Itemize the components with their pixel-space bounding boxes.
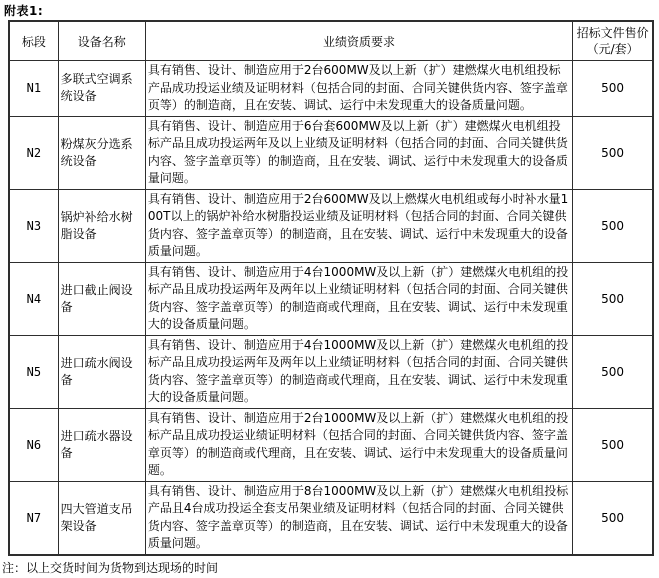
table-row [9,262,653,335]
tender-table [8,20,654,556]
equipment-cell: 锅炉补给水树脂设备 [58,189,145,262]
table-row [9,116,653,189]
price-cell: 500 [573,481,653,555]
equipment-cell: 进口截止阀设备 [58,262,145,335]
footer-note: 注：以上交货时间为货物到达现场的时间 [2,560,219,575]
requirements-cell: 具有销售、设计、制造应用于4台1000MW及以上新（扩）建燃煤火电机组的投标产品且成功投运两年及两年以上业绩证明材料（包括合同的封面、合同关键供货内容、签字盖章页等）的制造商或代理商，且在安装、调试、运行中未发现重大的设备质量问题。 [145,335,572,408]
section-cell: N3 [9,189,58,262]
section-cell: N6 [9,408,58,481]
section-cell: N1 [9,61,58,117]
price-cell: 500 [573,116,653,189]
price-cell: 500 [573,61,653,117]
requirements-cell: 具有销售、设计、制造应用于8台1000MW及以上新（扩）建燃煤火电机组投标产品且4台成功投运全套支吊架业绩及证明材料（包括合同的封面、合同关键供货内容、签字盖章页等）的制造商，且在安装、调试、运行中未发现重大的设备质量问题。 [145,481,572,555]
requirements-cell: 具有销售、设计、制造应用于2台600MW及以上新（扩）建燃煤火电机组投标产品成功投运业绩及证明材料（包括合同的封面、合同关键供货内容、签字盖章页等）的制造商，且在安装、调试、运行中未发现重大的设备质量问题。 [145,61,572,117]
section-cell: N5 [9,335,58,408]
equipment-cell: 粉煤灰分选系统设备 [58,116,145,189]
price-cell: 500 [573,189,653,262]
section-cell: N2 [9,116,58,189]
equipment-cell: 进口疏水器设备 [58,408,145,481]
price-cell: 500 [573,262,653,335]
header-price-line2: （元/套） [586,42,639,56]
equipment-cell: 四大管道支吊架设备 [58,481,145,555]
table-body [9,61,653,555]
header-equipment: 设备名称 [58,21,145,61]
header-requirements: 业绩资质要求 [145,21,572,61]
table-row [9,335,653,408]
header-price-line1: 招标文件售价 [576,26,649,40]
header-row [9,21,653,61]
page-title: 附表1: [4,4,44,18]
section-cell: N7 [9,481,58,555]
header-price [573,21,653,61]
table-row [9,408,653,481]
table-row [9,61,653,117]
table-header [9,21,653,61]
price-cell: 500 [573,408,653,481]
header-section: 标段 [9,21,58,61]
equipment-cell: 多联式空调系统设备 [58,61,145,117]
section-cell: N4 [9,262,58,335]
equipment-cell: 进口疏水阀设备 [58,335,145,408]
price-cell: 500 [573,335,653,408]
requirements-cell: 具有销售、设计、制造应用于6台套600MW及以上新（扩）建燃煤火电机组投标产品且成功投运两年及以上业绩及证明材料（包括合同的封面、合同关键供货内容、签字盖章页等）的制造商，且在安装、调试、运行中未发现重大的设备质量问题。 [145,116,572,189]
table-row [9,481,653,555]
requirements-cell: 具有销售、设计、制造应用于4台1000MW及以上新（扩）建燃煤火电机组的投标产品且成功投运两年及两年以上业绩证明材料（包括合同的封面、合同关键供货内容、签字盖章页等）的制造商或代理商，且在安装、调试、运行中未发现重大的设备质量问题。 [145,262,572,335]
requirements-cell: 具有销售、设计、制造应用于2台600MW及以上燃煤火电机组或每小时补水量100T以上的锅炉补给水树脂投运业绩及证明材料（包括合同的封面、合同关键供货内容、签字盖章页等）的制造商，且在安装、调试、运行中未发现重大的设备质量问题。 [145,189,572,262]
table-row [9,189,653,262]
requirements-cell: 具有销售、设计、制造应用于2台1000MW及以上新（扩）建燃煤火电机组的投标产品且成功投运业绩证明材料（包括合同的封面、合同关键供货内容、签字盖章页等）的制造商或代理商，且在安装、调试、运行中未发现重大的设备质量问题。 [145,408,572,481]
